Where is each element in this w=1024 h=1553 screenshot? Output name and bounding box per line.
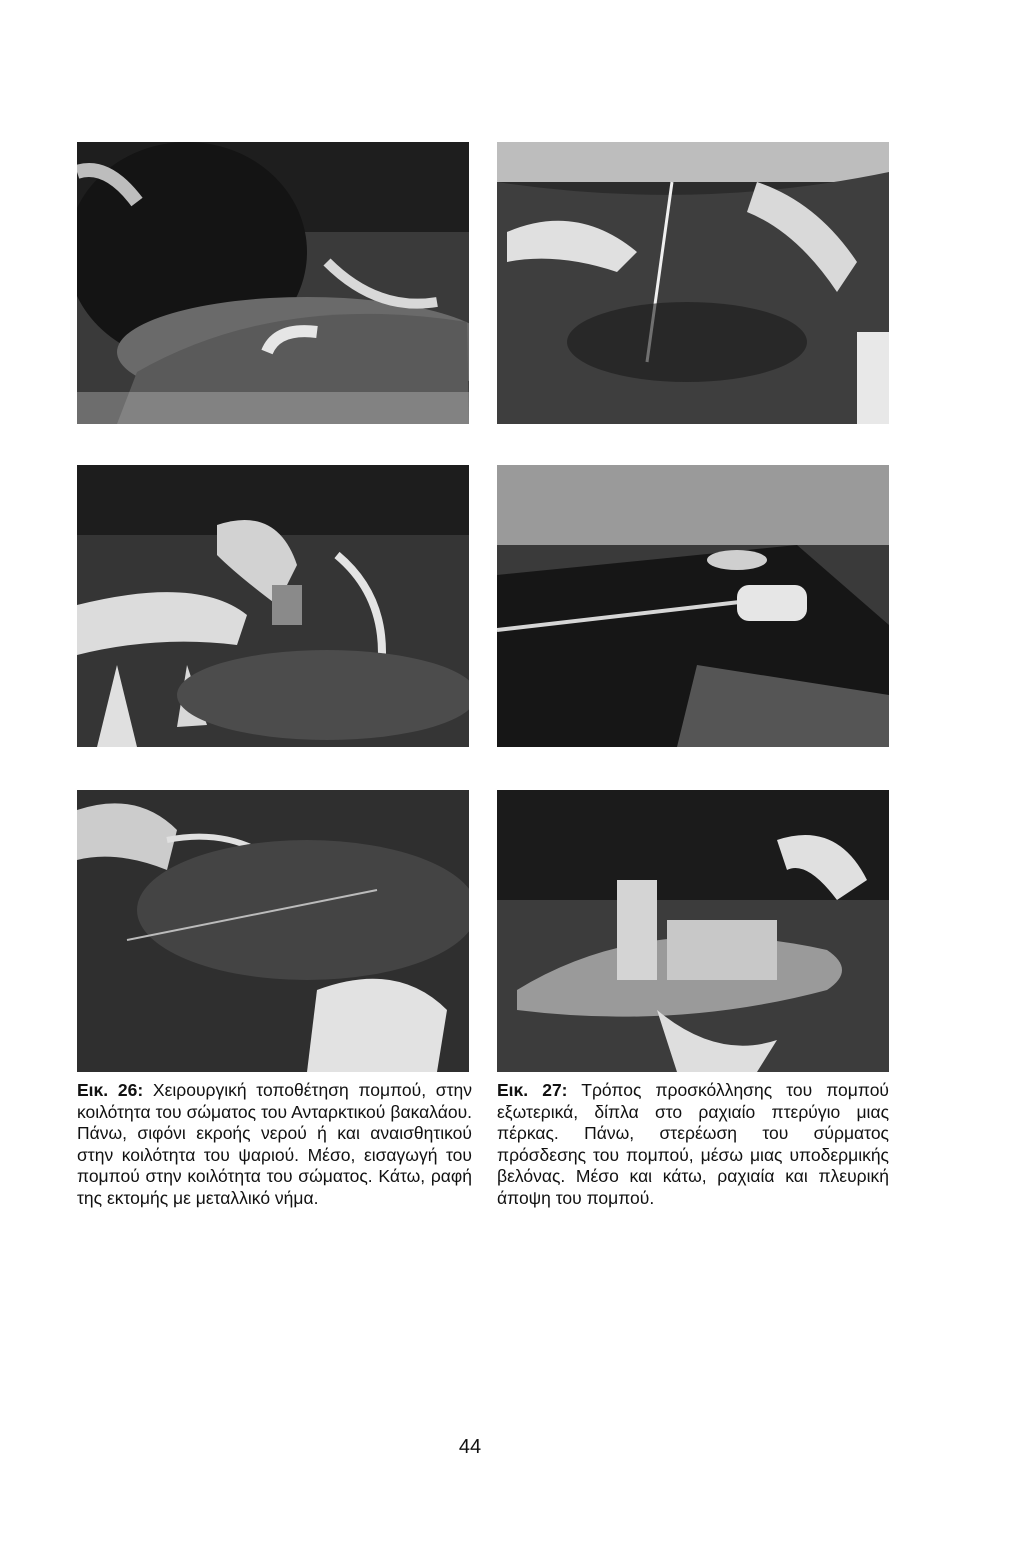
figure-26-text: Χειρουργική τοποθέτηση πομπού, στην κοιλότητα του σώματος του Ανταρκτικού βακαλάου. Πάνω, σιφόνι εκροής νερού ή και αναισθητικού στην κοιλότητα του ψαριού. Μέσο, εισαγωγή του πομπού στην κοιλότητα του σώματος. Κάτω, ραφή της εκτομής με μεταλλικό νήμα. (77, 1080, 472, 1208)
figure-26-caption (77, 1080, 472, 1209)
photo-perch-attachment (497, 790, 889, 1072)
photo-fish-siphon (77, 142, 469, 424)
figure-27-label: Εικ. 27: (497, 1080, 568, 1100)
photo-transmitter-cable (497, 465, 889, 747)
figure-26-label: Εικ. 26: (77, 1080, 144, 1100)
figure-27-caption (497, 1080, 889, 1209)
photo-needle-insertion (497, 142, 889, 424)
photo-transmitter-insertion (77, 465, 469, 747)
photo-suture (77, 790, 469, 1072)
page-number: 44 (458, 1436, 482, 1458)
figure-27-text: Τρόπος προσκόλλησης του πομπού εξωτερικά, δίπλα στο ραχιαίο πτερύγιο μιας πέρκας. Πάνω, στερέωση του σύρματος πρόσδεσης του πομπού, μέσω μιας υποδερμικής βελόνας. Μέσο και κάτω, ραχιαία και πλευρική άποψη του πομπού. (497, 1080, 890, 1208)
